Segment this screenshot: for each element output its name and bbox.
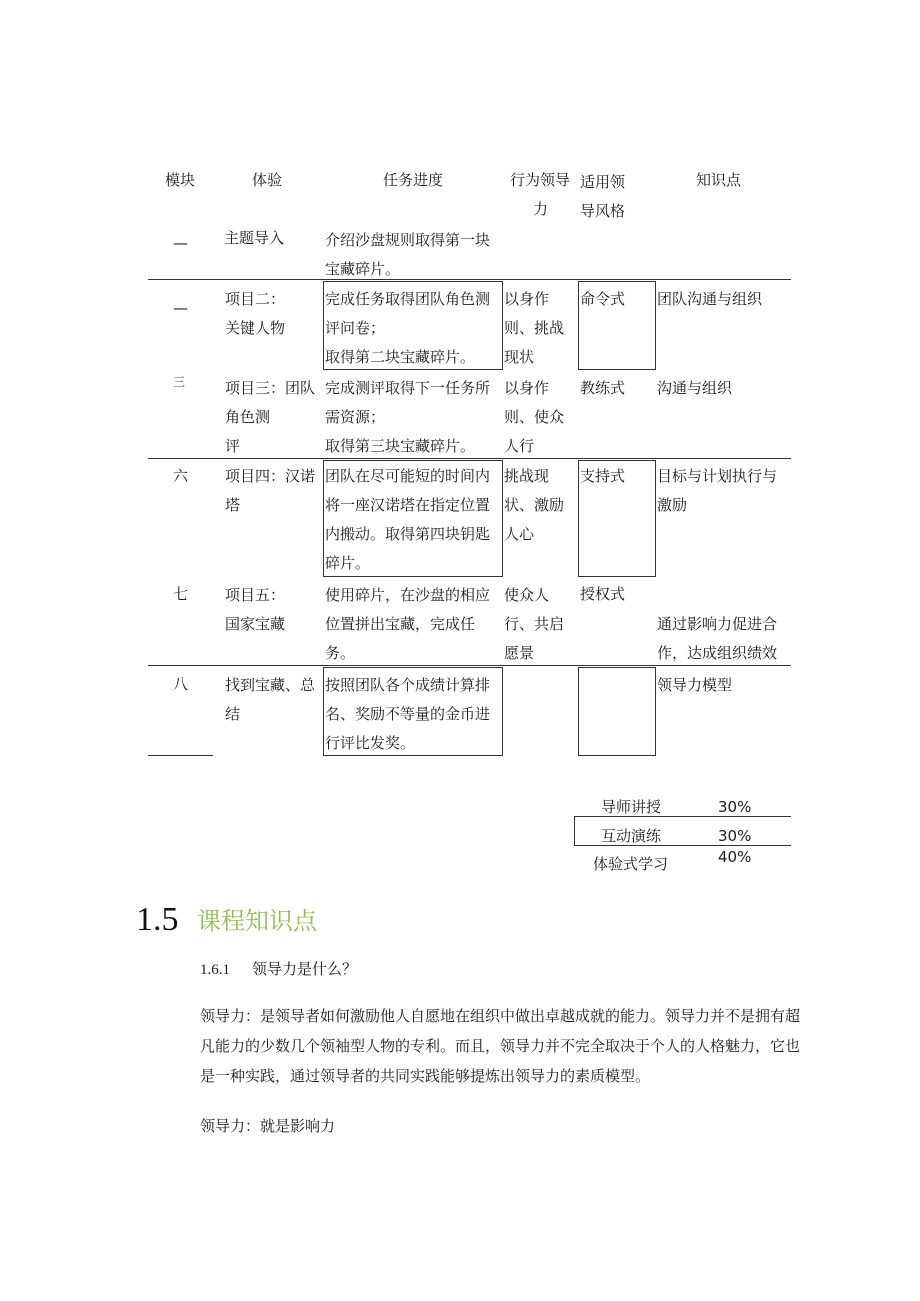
row2-knowledge: 团队沟通与组织 [657, 290, 763, 308]
row4-progress-line2: 将一座汉诺塔在指定位置 [325, 496, 491, 514]
paragraph-definition: 领导力：是领导者如何激励他人自愿地在组织中做出卓越成就的能力。领导力并不是拥有超凡能力的少数几个领袖型人物的专利。而且，领导力并不完全取决于个人的人格魅力，它也是一种实践，通过领导者的共同实践能够提炼出领导力的素质模型。 [200, 1007, 801, 1085]
ratio-value-lecture: 30% [718, 798, 752, 816]
row4-knowledge-line1: 目标与计划执行与 [657, 467, 778, 485]
row4-behavior-line1: 挑战现 [504, 467, 550, 485]
subsection-number: 1.6.1 [200, 962, 230, 978]
header-behavior-line2: 力 [533, 200, 549, 218]
row4-module: 六 [173, 467, 189, 485]
row2-experience-line1: 项目二： [225, 290, 286, 308]
row1-module: — [173, 234, 188, 252]
row3-progress-line3: 取得第三块宝藏碎片。 [325, 437, 476, 455]
row5-experience-line2: 国家宝藏 [225, 615, 286, 633]
row3-experience-line1: 项目三：团队 [225, 379, 316, 397]
row1-divider [148, 279, 791, 280]
row4-progress-line3: 内搬动。取得第四块钥匙 [325, 525, 491, 543]
ratio-label-experiential: 体验式学习 [593, 855, 669, 873]
section-title: 课程知识点 [197, 907, 317, 935]
row3-style: 教练式 [580, 379, 626, 397]
row3-module: 三 [173, 375, 186, 389]
row6-knowledge: 领导力模型 [657, 676, 733, 694]
row6-progress-line1: 按照团队各个成绩计算排 [325, 676, 491, 694]
row5-knowledge-line2: 作，达成组织绩效 [657, 644, 778, 662]
row4-progress-line1: 团队在尽可能短的时间内 [325, 467, 491, 485]
row2-style: 命令式 [580, 290, 626, 308]
row1-progress-line2: 宝藏碎片。 [325, 260, 401, 278]
row2-behavior-line2: 则、挑战 [504, 319, 565, 337]
row5-progress-line1: 使用碎片，在沙盘的相应 [325, 586, 491, 604]
row3-behavior-line3: 人行 [504, 437, 535, 455]
row5-behavior-line2: 行、共启 [504, 615, 565, 633]
row2-behavior-line3: 现状 [504, 348, 535, 366]
paragraph-influence: 领导力：就是影响力 [200, 1117, 336, 1135]
row4-behavior-line3: 人心 [504, 525, 535, 543]
row2-behavior-line1: 以身作 [504, 290, 550, 308]
row5-knowledge-line1: 通过影响力促进合 [657, 615, 778, 633]
row4-progress-line4: 碎片。 [325, 554, 371, 572]
row6-experience-line2: 结 [225, 705, 241, 723]
row2-module: — [173, 299, 188, 317]
ratio-label-lecture: 导师讲授 [601, 798, 662, 816]
ratio-value-practice: 30% [718, 827, 752, 845]
row4-experience-line2: 塔 [225, 496, 241, 514]
row5-behavior-line3: 愿景 [504, 644, 535, 662]
ratio-rule-left [574, 816, 575, 846]
row6-experience-line1: 找到宝藏、总 [225, 676, 316, 694]
row1-experience: 主题导入 [224, 229, 285, 247]
row6-module: 八 [173, 675, 189, 693]
row6-progress-line3: 行评比发奖。 [325, 734, 416, 752]
header-style-line2: 导风格 [580, 202, 626, 220]
row6-style-box [578, 667, 656, 756]
row2-experience-line2: 关键人物 [225, 319, 286, 337]
row3-experience-line2: 角色测 [225, 408, 271, 426]
row1-progress-line1: 介绍沙盘规则取得第一块 [325, 231, 491, 249]
header-experience: 体验 [252, 171, 283, 189]
row3-knowledge: 沟通与组织 [657, 379, 733, 397]
ratio-label-practice: 互动演练 [601, 827, 662, 845]
row5-module: 七 [173, 585, 189, 603]
row5-progress-line2: 位置拼出宝藏，完成任 [325, 615, 476, 633]
row3-progress-line1: 完成测评取得下一任务所 [325, 379, 491, 397]
header-behavior-line1: 行为领导 [510, 171, 571, 189]
row4-style: 支持式 [580, 467, 626, 485]
ratio-rule-top [574, 816, 791, 817]
header-progress: 任务进度 [383, 171, 444, 189]
header-style-line1: 适用领 [580, 173, 626, 191]
row2-progress-line2: 评问卷； [325, 319, 386, 337]
row4-knowledge-line2: 激励 [657, 496, 688, 514]
table-bottom-rule [148, 755, 213, 756]
row3-divider [148, 458, 791, 459]
row3-progress-line2: 需资源； [325, 408, 386, 426]
subsection-title: 领导力是什么？ [252, 960, 358, 978]
ratio-rule-bottom [574, 845, 791, 846]
row5-experience-line1: 项目五： [225, 586, 286, 604]
row3-behavior-line1: 以身作 [504, 379, 550, 397]
header-module: 模块 [165, 171, 196, 189]
row2-progress-line3: 取得第二块宝藏碎片。 [325, 348, 476, 366]
row5-behavior-line1: 使众人 [504, 586, 550, 604]
row5-style: 授权式 [580, 585, 626, 603]
row5-divider [148, 665, 791, 666]
subsection-heading [200, 957, 357, 982]
row6-progress-line2: 名、奖励不等量的金币进 [325, 705, 491, 723]
row4-experience-line1: 项目四：汉诺 [225, 467, 316, 485]
row5-progress-line3: 务。 [325, 644, 356, 662]
section-number: 1.5 [136, 901, 179, 938]
row3-behavior-line2: 则、使众 [504, 408, 565, 426]
ratio-value-experiential: 40% [718, 848, 752, 866]
header-knowledge: 知识点 [696, 171, 742, 189]
row4-behavior-line2: 状、激励 [504, 496, 565, 514]
row2-progress-line1: 完成任务取得团队角色测 [325, 290, 491, 308]
row3-experience-line3: 评 [225, 437, 241, 455]
